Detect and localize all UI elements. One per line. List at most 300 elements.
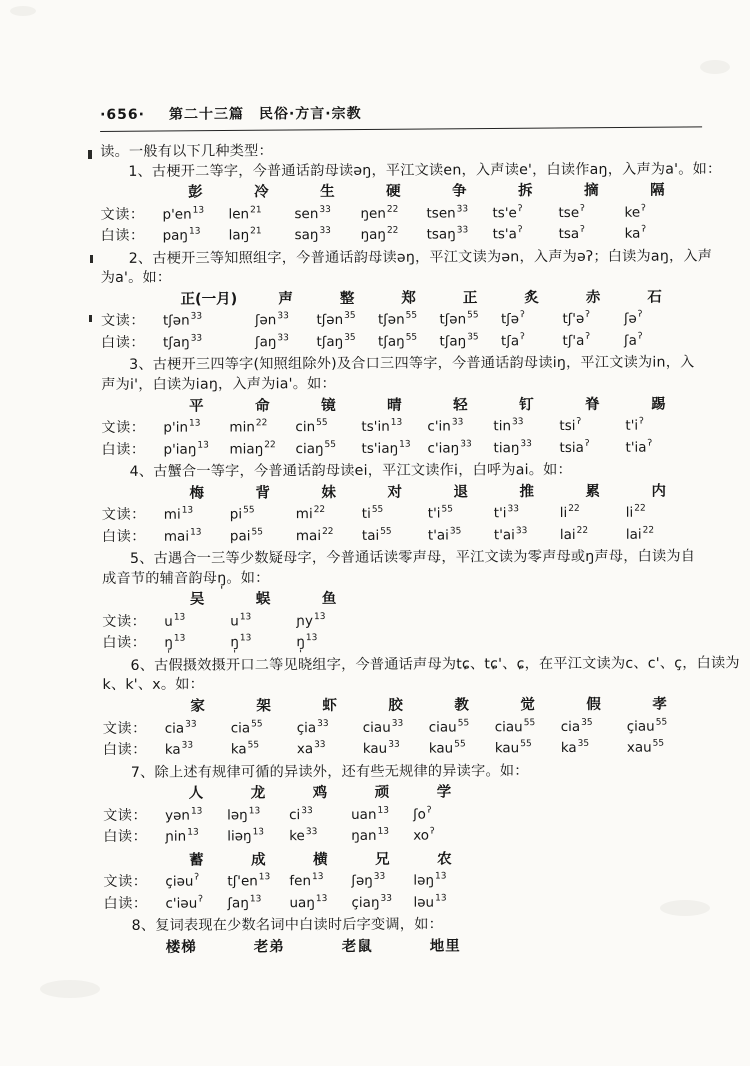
tone-superscript: 35 — [581, 717, 593, 728]
tone-superscript: ʔ — [647, 438, 653, 449]
pronunciation-cell: tʃən$^{33}$ — [162, 311, 203, 330]
character-cell: 声 — [278, 291, 293, 308]
character-cell: 背 — [255, 484, 270, 501]
pronunciation-cell: $u^{13}$ — [164, 612, 186, 630]
character-cell: 家 — [190, 698, 205, 715]
scan-smudge — [700, 60, 730, 74]
pronunciation-cell: ŋen$^{22}$ — [360, 204, 399, 222]
pronunciation-cell: $t'ai^{33}$ — [493, 525, 528, 543]
colloquial-reading-row — [102, 524, 702, 548]
pronunciation-cell: çiau$^{55}$ — [626, 717, 668, 735]
pronunciation-cell: $ts'a^ʔ$ — [492, 225, 523, 243]
character-cell: 顽 — [374, 784, 390, 801]
character-cell: 梅 — [189, 485, 204, 502]
pronunciation-cell: $ka^{33}$ — [164, 740, 194, 758]
tone-superscript: 33 — [190, 333, 203, 344]
character-cell: 郑 — [401, 290, 416, 307]
pronunciation-table — [101, 394, 701, 461]
pronunciation-cell: $t'ai^{35}$ — [427, 526, 462, 544]
tone-superscript: 13 — [197, 440, 209, 451]
character-cell: 农 — [437, 851, 452, 868]
character-cell: 镜 — [321, 397, 336, 414]
pronunciation-cell: tʃən$^{35}$ — [316, 311, 356, 329]
character-cell: 兄 — [375, 851, 390, 868]
tone-superscript: 13 — [192, 205, 205, 216]
character-cell: 硬 — [386, 183, 401, 200]
literary-reading-row — [100, 202, 700, 226]
character-cell: 轻 — [453, 396, 468, 414]
pronunciation-cell: p'iaŋ$^{13}$ — [163, 440, 209, 458]
character-cell: 踢 — [651, 396, 666, 413]
pronunciation-cell: tʃaŋ$^{35}$ — [316, 332, 356, 350]
pronunciation-cell: saŋ$^{33}$ — [294, 226, 331, 244]
tone-superscript: 13 — [258, 872, 271, 883]
character-cell: 横 — [313, 851, 328, 868]
pronunciation-cell: tʃaŋ$^{33}$ — [163, 333, 203, 351]
paragraph-line: 读。一般有以下几种类型： — [100, 143, 273, 160]
character-cell: 正(一月) — [180, 291, 238, 308]
page-number: ·656· — [100, 106, 145, 123]
compound-words-row — [104, 934, 704, 959]
tone-superscript: 33 — [380, 893, 392, 904]
tone-superscript: ʔ — [517, 203, 523, 214]
pronunciation-cell: $xa^{33}$ — [296, 740, 326, 758]
reading-row-label: 文读： — [100, 206, 145, 223]
reading-row-label: 白读： — [103, 828, 148, 846]
colloquial-reading-row — [103, 891, 703, 915]
tone-superscript: 35 — [467, 332, 479, 343]
tone-superscript: 13 — [190, 806, 203, 817]
pronunciation-cell: kau$^{33}$ — [362, 739, 400, 757]
pronunciation-cell: tsi$^ʔ$ — [559, 416, 582, 435]
reading-row-label: 白读： — [102, 635, 147, 652]
character-cell: 教 — [454, 697, 469, 714]
pronunciation-cell: $ci^{33}$ — [289, 805, 313, 823]
character-cell: 冷 — [254, 184, 269, 201]
tone-superscript: 55 — [520, 739, 532, 750]
pronunciation-cell: çiəu$^ʔ$ — [165, 872, 200, 890]
pronunciation-cell: $t'i^ʔ$ — [625, 416, 644, 434]
pronunciation-cell: ciau$^{55}$ — [428, 717, 470, 736]
pronunciation-cell: tʃən$^{55}$ — [377, 310, 418, 329]
tone-superscript: 35 — [344, 332, 356, 343]
tone-superscript: 13 — [173, 633, 186, 645]
tone-superscript: 33 — [314, 740, 326, 751]
tone-superscript: 22 — [255, 418, 268, 429]
running-header — [100, 101, 700, 130]
pronunciation-cell: ɲy$^{13}$ — [296, 611, 326, 629]
character-cell: 吴 — [189, 591, 205, 608]
tone-superscript: ʔ — [194, 872, 200, 883]
paragraph-line: 1、古梗开二等字，今普通话韵母读əŋ，平江文读en，入声读e'，白读作aŋ，入声为a'。如： — [128, 160, 722, 180]
pronunciation-cell: tse$^ʔ$ — [558, 203, 585, 221]
character-row — [102, 481, 702, 505]
pronunciation-cell: ciau$^{33}$ — [362, 718, 404, 736]
tone-superscript: ʔ — [520, 332, 525, 343]
word-cell: 老弟 — [253, 938, 285, 956]
tone-superscript: 55 — [405, 310, 418, 322]
pronunciation-cell: paŋ$^{13}$ — [162, 226, 201, 244]
reading-row-label: 文读： — [102, 613, 147, 630]
pronunciation-cell: ʃəŋ$^{33}$ — [351, 871, 386, 890]
character-cell: 拆 — [518, 183, 533, 200]
pronunciation-cell: tsaŋ$^{33}$ — [426, 225, 469, 243]
tone-superscript: 55 — [316, 418, 328, 429]
pronunciation-cell: ɲin$^{13}$ — [165, 827, 199, 845]
reading-row-label: 文读： — [101, 506, 146, 524]
paragraph-line: 成音节的辅音韵母ŋ̩。如： — [102, 570, 270, 587]
paragraph-line: 4、古蟹合一等字，今普通话韵母读ei，平江文读作i，白呼为ai。如： — [129, 462, 572, 480]
pronunciation-cell: tsa$^ʔ$ — [558, 225, 585, 243]
pronunciation-cell: ciaŋ$^{55}$ — [295, 439, 336, 457]
tone-superscript: 33 — [391, 718, 404, 729]
pronunciation-table — [102, 588, 702, 655]
pronunciation-cell: mai$^{22}$ — [295, 526, 334, 544]
tone-superscript: 33 — [301, 805, 313, 816]
tone-superscript: 55 — [457, 717, 470, 728]
character-row — [103, 848, 703, 872]
tone-superscript: 22 — [313, 505, 326, 516]
pronunciation-cell: fen$^{13}$ — [289, 872, 324, 890]
pronunciation-table — [103, 694, 703, 761]
document-body — [100, 140, 740, 958]
tone-superscript: 33 — [388, 739, 400, 750]
pronunciation-cell: ʃə$^ʔ$ — [623, 310, 643, 328]
tone-superscript: ʔ — [641, 203, 646, 214]
pronunciation-cell: $pi^{55}$ — [229, 505, 255, 523]
tone-superscript: 33 — [456, 225, 469, 236]
character-cell: 鱼 — [321, 591, 337, 608]
pronunciation-cell: tʃa$^ʔ$ — [501, 332, 525, 350]
character-cell: 石 — [647, 289, 662, 306]
colloquial-reading-row — [103, 825, 703, 849]
literary-reading-row — [101, 415, 701, 439]
word-cell: 楼梯 — [165, 939, 197, 956]
character-cell: 鸡 — [312, 785, 328, 802]
character-row — [102, 588, 702, 612]
chapter-title: 第二十三篇 民俗·方言·宗教 — [168, 105, 362, 123]
pronunciation-cell: cin$^{55}$ — [295, 418, 328, 436]
character-cell: 争 — [452, 183, 467, 200]
character-cell: 内 — [651, 483, 666, 500]
tone-superscript: 33 — [460, 438, 472, 449]
character-cell: 钉 — [519, 396, 534, 413]
character-cell: 彭 — [188, 184, 203, 201]
pronunciation-table — [103, 848, 703, 915]
row-indent-spacer — [104, 936, 166, 958]
tone-superscript: 33 — [190, 311, 203, 322]
tone-superscript: 13 — [239, 633, 252, 644]
tone-superscript: 22 — [386, 225, 399, 236]
pronunciation-cell: çiaŋ$^{33}$ — [351, 893, 392, 911]
pronunciation-cell: c'iaŋ$^{33}$ — [427, 438, 472, 457]
pronunciation-cell: tin$^{33}$ — [493, 417, 524, 435]
pronunciation-cell: c'iəu$^ʔ$ — [165, 894, 203, 912]
pronunciation-cell: mai$^{13}$ — [163, 527, 202, 545]
pronunciation-cell: ʃa$^ʔ$ — [624, 331, 643, 349]
character-cell: 孝 — [652, 696, 667, 713]
character-cell: 蓄 — [189, 852, 204, 869]
character-row — [103, 782, 703, 806]
pronunciation-cell: len$^{21}$ — [228, 204, 262, 223]
tone-superscript: 55 — [251, 718, 263, 729]
paragraph-line: 7、除上述有规律可循的异读外，还有些无规律的异读字。如： — [130, 762, 529, 781]
pronunciation-cell: ləŋ$^{13}$ — [413, 871, 447, 889]
tone-superscript: 55 — [380, 526, 392, 537]
tone-superscript: 55 — [251, 526, 263, 537]
pronunciation-cell: çia$^{33}$ — [296, 718, 329, 736]
character-cell: 摘 — [584, 183, 599, 200]
reading-row-label: 文读： — [103, 873, 148, 891]
pronunciation-cell: kau$^{55}$ — [494, 739, 532, 757]
character-cell: 人 — [188, 785, 204, 802]
colloquial-reading-row — [101, 224, 701, 248]
pronunciation-cell: lai$^{22}$ — [625, 525, 655, 543]
character-cell: 妹 — [321, 484, 336, 501]
reading-row-label: 文读： — [101, 419, 146, 437]
tone-superscript: 33 — [181, 740, 194, 751]
tone-superscript: ʔ — [584, 438, 590, 449]
tone-superscript: ʔ — [637, 310, 643, 321]
pronunciation-cell: $p'en^{13}$ — [162, 205, 205, 223]
tone-superscript: 33 — [451, 417, 464, 428]
tone-superscript: ʔ — [580, 225, 585, 236]
pronunciation-cell: $mi^{22}$ — [295, 505, 326, 523]
colloquial-reading-row — [102, 631, 702, 655]
pronunciation-cell: $ka^{35}$ — [560, 738, 590, 757]
pronunciation-table — [103, 782, 703, 849]
tone-superscript: 55 — [324, 439, 336, 450]
tone-superscript: 55 — [467, 310, 479, 321]
tone-superscript: 22 — [264, 439, 276, 450]
character-cell: 假 — [586, 696, 601, 713]
character-cell: 退 — [453, 484, 468, 501]
colloquial-reading-row — [101, 330, 701, 354]
tone-superscript: 33 — [515, 525, 528, 536]
scan-speck — [90, 255, 93, 263]
character-row — [101, 394, 701, 418]
pronunciation-cell: ŋ̩$^{13}$ — [230, 633, 252, 651]
pronunciation-table — [100, 181, 700, 248]
pronunciation-cell: $mi^{13}$ — [163, 505, 194, 523]
pronunciation-cell: kau$^{55}$ — [428, 739, 466, 757]
pronunciation-cell: cia$^{35}$ — [560, 717, 593, 735]
character-cell: 整 — [339, 290, 355, 307]
tone-superscript: 13 — [377, 805, 389, 816]
pronunciation-cell: tsen$^{33}$ — [426, 204, 469, 222]
pronunciation-cell: $ke^ʔ$ — [624, 203, 646, 221]
tone-superscript: 13 — [434, 871, 447, 882]
pronunciation-cell: tiaŋ$^{33}$ — [493, 438, 532, 456]
pronunciation-cell: $ts'in^{13}$ — [361, 417, 403, 435]
tone-superscript: 55 — [405, 332, 418, 343]
pronunciation-cell: xau$^{55}$ — [626, 738, 665, 756]
pronunciation-cell: cia$^{33}$ — [164, 719, 197, 737]
pronunciation-cell: $u^{13}$ — [230, 612, 252, 630]
pronunciation-cell: ŋaŋ$^{22}$ — [360, 225, 399, 244]
reading-row-label: 白读： — [103, 895, 148, 912]
tone-superscript: 33 — [317, 718, 329, 729]
pronunciation-cell: tai$^{55}$ — [361, 526, 392, 544]
reading-row-label: 文读： — [102, 720, 147, 737]
pronunciation-cell: tʃaŋ$^{35}$ — [439, 332, 479, 350]
pronunciation-cell: ləŋ$^{13}$ — [227, 805, 261, 824]
tone-superscript: 33 — [520, 438, 532, 449]
pronunciation-cell: $li^{22}$ — [625, 503, 646, 521]
literary-reading-row — [101, 309, 701, 333]
tone-superscript: ʔ — [198, 894, 203, 905]
tone-superscript: ʔ — [520, 310, 525, 321]
tone-superscript: 55 — [247, 740, 260, 751]
character-cell: 正 — [462, 290, 478, 307]
tone-superscript: 13 — [188, 226, 201, 237]
character-cell: 赤 — [585, 289, 601, 306]
character-cell: 架 — [256, 698, 271, 715]
tone-superscript: 33 — [185, 719, 197, 730]
pronunciation-cell: ʃən$^{33}$ — [254, 311, 289, 329]
reading-row-label: 白读： — [100, 227, 145, 245]
paragraph-line: k、k'、x。如： — [102, 676, 205, 694]
tone-superscript: ʔ — [641, 224, 647, 235]
tone-superscript: 22 — [568, 504, 580, 515]
reading-row-label: 文读： — [103, 807, 148, 824]
pronunciation-cell: $t'i^{55}$ — [427, 504, 454, 522]
colloquial-reading-row — [101, 437, 701, 461]
pronunciation-cell: $\min^{22}$ — [229, 418, 268, 436]
tone-superscript: 22 — [576, 525, 589, 536]
tone-superscript: 13 — [399, 439, 411, 450]
pronunciation-cell: lai$^{22}$ — [559, 525, 589, 543]
pronunciation-cell: $ka^ʔ$ — [624, 224, 647, 242]
character-cell: 虾 — [322, 698, 337, 715]
pronunciation-cell: $t'i^{33}$ — [493, 504, 520, 522]
tone-superscript: 13 — [390, 417, 403, 428]
tone-superscript: 22 — [386, 204, 399, 215]
pronunciation-cell: ʃaŋ$^{13}$ — [227, 893, 262, 912]
tone-superscript: ʔ — [585, 310, 590, 321]
character-cell: 对 — [387, 484, 402, 501]
tone-superscript: 55 — [652, 738, 665, 749]
pronunciation-cell: tʃaŋ$^{55}$ — [378, 332, 418, 350]
pronunciation-cell: $xo^ʔ$ — [413, 826, 435, 844]
pronunciation-cell: $p'in^{13}$ — [163, 418, 201, 436]
reading-row-label: 白读： — [101, 441, 146, 458]
character-cell: 晴 — [387, 397, 402, 414]
scan-speck — [88, 150, 92, 159]
tone-superscript: 33 — [277, 333, 289, 344]
character-cell: 生 — [320, 184, 335, 201]
tone-superscript: 35 — [449, 526, 462, 537]
pronunciation-cell: ciau$^{55}$ — [494, 717, 536, 735]
tone-superscript: 55 — [655, 717, 668, 728]
literary-reading-row — [103, 716, 703, 740]
colloquial-reading-row — [103, 737, 703, 761]
pronunciation-cell: tʃə$^ʔ$ — [500, 310, 525, 328]
tone-superscript: ʔ — [576, 416, 582, 427]
tone-superscript: 13 — [435, 893, 447, 904]
reading-row-label: 白读： — [101, 334, 146, 351]
paragraph-line: 6、古假摄效摄开口二等见晓组字，今普通话声母为tɕ、tɕ'、ɕ，在平江文读为c、c'、ç，白读为 — [130, 655, 740, 674]
pronunciation-cell: tʃən$^{55}$ — [439, 310, 479, 328]
pronunciation-cell: tsia$^ʔ$ — [559, 438, 590, 456]
tone-superscript: 35 — [344, 311, 356, 322]
character-cell: 龙 — [250, 785, 266, 802]
character-cell: 炙 — [524, 289, 539, 307]
pronunciation-cell: ŋan$^{13}$ — [351, 826, 390, 845]
tone-superscript: 55 — [371, 504, 384, 515]
tone-superscript: 33 — [277, 311, 289, 322]
scan-speck — [89, 315, 92, 322]
tone-superscript: ʔ — [430, 826, 435, 837]
paragraph-line: 5、古遇合一三等少数疑母字，今普通话读零声母，平江文读为零声母或ŋ声母，白读为自 — [129, 548, 696, 568]
tone-superscript: 33 — [305, 827, 318, 838]
tone-superscript: 55 — [441, 504, 454, 515]
tone-superscript: 13 — [305, 633, 318, 644]
pronunciation-cell: uan$^{13}$ — [351, 805, 389, 823]
tone-superscript: 55 — [454, 739, 466, 750]
pronunciation-cell: $ts'e^ʔ$ — [492, 203, 523, 221]
character-cell: 蜈 — [255, 591, 271, 608]
tone-superscript: 13 — [190, 527, 202, 538]
tone-superscript: 33 — [507, 504, 520, 515]
tone-superscript: 33 — [373, 871, 386, 882]
tone-superscript: 13 — [187, 827, 199, 838]
character-cell: 命 — [255, 397, 270, 414]
tone-superscript: 13 — [239, 612, 252, 623]
pronunciation-cell: $ti^{55}$ — [361, 504, 384, 523]
literary-reading-row — [102, 609, 702, 633]
pronunciation-cell: ts'iaŋ$^{13}$ — [361, 439, 411, 457]
reading-row-label: 文读： — [100, 313, 146, 330]
tone-superscript: 33 — [319, 204, 331, 215]
tone-superscript: 55 — [243, 505, 255, 516]
pronunciation-cell: sen$^{33}$ — [294, 204, 331, 222]
literary-reading-row — [103, 869, 703, 893]
pronunciation-cell: miaŋ$^{22}$ — [229, 439, 276, 458]
literary-reading-row — [102, 503, 702, 527]
pronunciation-cell: $c'in^{33}$ — [427, 417, 464, 435]
tone-superscript: ʔ — [580, 203, 585, 214]
pronunciation-cell: cia$^{55}$ — [230, 718, 263, 736]
pronunciation-cell: ŋ̩$^{13}$ — [164, 633, 186, 652]
paragraph-line: 声为i'，白读为iaŋ，入声为ia'。如： — [101, 375, 336, 393]
paragraph-line: 2、古梗开三等知照组字，今普通话韵母读əŋ，平江文读为ən，入声为əʔ；白读为aŋ，入声 — [128, 248, 713, 267]
character-row — [101, 287, 701, 311]
pronunciation-cell: yən$^{13}$ — [165, 806, 203, 824]
pronunciation-cell: $tʃ'a^ʔ$ — [562, 331, 590, 349]
tone-superscript: 13 — [377, 826, 390, 837]
tone-superscript: 22 — [642, 525, 655, 536]
scan-smudge — [10, 6, 36, 16]
paragraph-line: 8、复词表现在少数名词中白读时后字变调，如： — [131, 916, 443, 934]
tone-superscript: ʔ — [426, 805, 432, 816]
character-cell: 脊 — [585, 396, 600, 413]
character-cell: 平 — [189, 398, 204, 415]
character-row — [100, 181, 700, 205]
tone-superscript: 33 — [456, 204, 469, 215]
pronunciation-cell: $ka^{55}$ — [230, 740, 260, 758]
tone-superscript: ʔ — [637, 331, 643, 342]
pronunciation-cell: ʃo$^ʔ$ — [413, 805, 432, 823]
tone-superscript: ʔ — [517, 225, 523, 236]
character-row — [103, 694, 703, 718]
paragraph-line: 为a'。如： — [100, 269, 172, 287]
character-cell: 隔 — [650, 182, 665, 199]
scan-smudge — [40, 980, 100, 998]
literary-reading-row — [103, 803, 703, 827]
tone-superscript: 13 — [313, 611, 326, 622]
tone-superscript: 13 — [188, 418, 201, 429]
